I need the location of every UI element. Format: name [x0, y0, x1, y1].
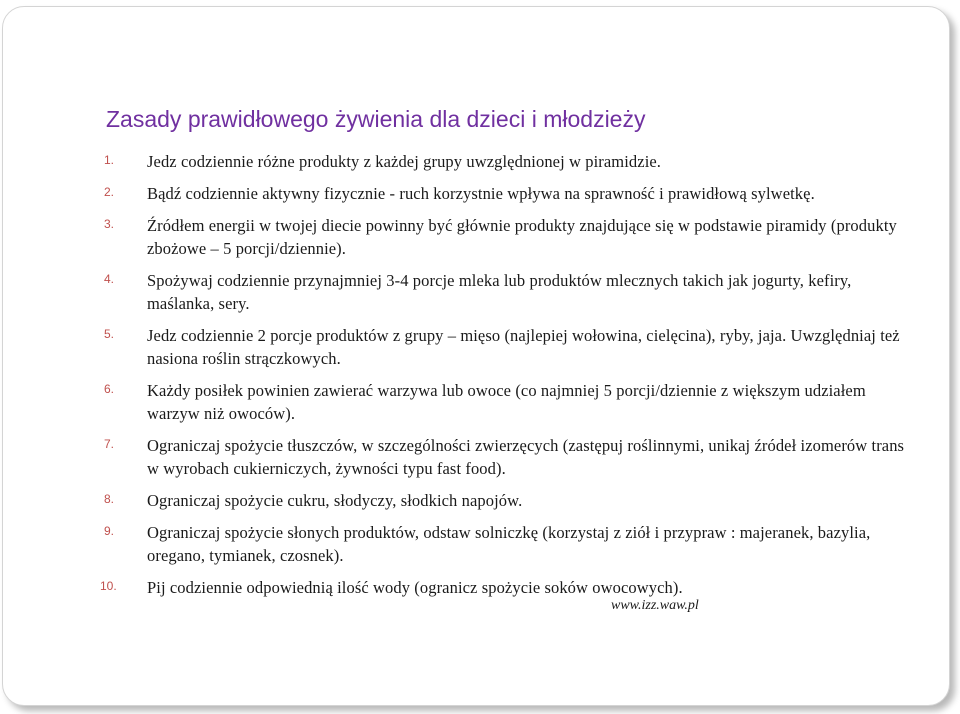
item-number: 7. — [104, 437, 115, 451]
list-item — [0, 150, 907, 173]
item-number: 2. — [104, 185, 115, 199]
list-item — [0, 324, 907, 370]
source-citation: www.izz.waw.pl — [611, 598, 699, 613]
item-text: Spożywaj codziennie przynajmniej 3-4 porcje mleka lub produktów mlecznych takich jak jogurty, kefiry, maślanka, sery. — [147, 271, 852, 313]
list-item — [0, 521, 907, 567]
item-text: Jedz codziennie 2 porcje produktów z grupy – mięso (najlepiej wołowina, cielęcina), ryby, jaja. Uwzględniaj też nasiona roślin strączkowych. — [147, 326, 900, 368]
list-item — [0, 214, 907, 260]
list-item — [0, 182, 907, 205]
item-text: Ograniczaj spożycie słonych produktów, odstaw solniczkę (korzystaj z ziół i przypraw : majeranek, bazylia, oregano, tymianek, czosnek). — [147, 523, 871, 565]
item-number: 8. — [104, 492, 115, 506]
item-number: 5. — [104, 327, 115, 341]
item-number: 6. — [104, 382, 115, 396]
list-item — [0, 489, 907, 512]
slide-title: Zasady prawidłowego żywienia dla dzieci i młodzieży — [106, 106, 646, 132]
item-text: Bądź codziennie aktywny fizycznie - ruch korzystnie wpływa na sprawność i prawidłową sylwetkę. — [147, 184, 815, 203]
item-text: Ograniczaj spożycie tłuszczów, w szczególności zwierzęcych (zastępuj roślinnymi, unikaj źródeł izomerów trans w wyrobach cukierniczych, żywności typu fast food). — [147, 436, 905, 478]
list-item — [0, 269, 907, 315]
item-number: 4. — [104, 272, 115, 286]
rules-list — [0, 150, 960, 608]
item-number: 10. — [100, 579, 117, 593]
item-number: 1. — [104, 153, 115, 167]
item-text: Jedz codziennie różne produkty z każdej grupy uwzględnionej w piramidzie. — [147, 152, 662, 171]
item-text: Każdy posiłek powinien zawierać warzywa lub owoce (co najmniej 5 porcji/dziennie z większym udziałem warzyw niż owoców). — [147, 381, 866, 423]
item-text: Ograniczaj spożycie cukru, słodyczy, słodkich napojów. — [147, 491, 523, 510]
list-item — [0, 434, 907, 480]
item-text: Źródłem energii w twojej diecie powinny być głównie produkty znajdujące się w podstawie piramidy (produkty zbożowe – 5 porcji/dziennie). — [147, 216, 897, 258]
list-item — [0, 576, 907, 599]
item-number: 9. — [104, 524, 115, 538]
list-item — [0, 379, 907, 425]
item-number: 3. — [104, 217, 115, 231]
item-text: Pij codziennie odpowiednią ilość wody (ogranicz spożycie soków owocowych). — [147, 578, 683, 597]
